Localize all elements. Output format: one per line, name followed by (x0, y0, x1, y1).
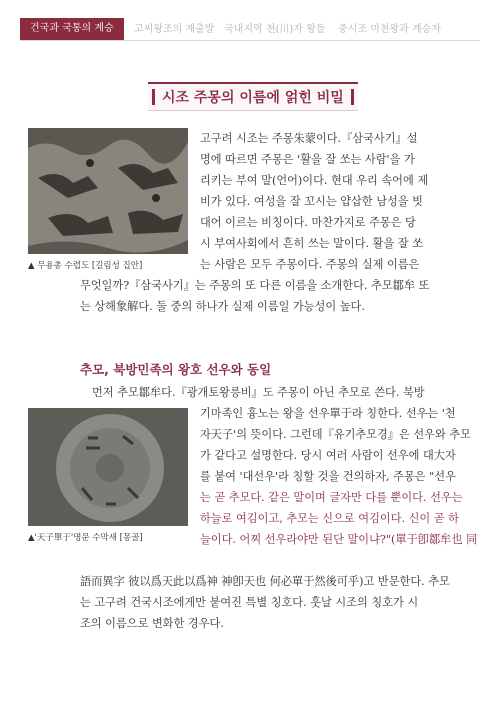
text-line: 기마족인 흉노는 왕을 선우單于라 칭한다. 선우는 '천 (200, 407, 456, 420)
text-line: 시 부여사회에서 흔히 쓰는 말이다. 활을 잘 쏘 (200, 237, 423, 250)
text-line-highlight: 는 곧 추모다. 같은 말이며 글자만 다를 뿐이다. 선우는 (200, 491, 463, 504)
text-line: 가 같다고 설명한다. 당시 여러 사람이 선우에 대大자 (200, 449, 456, 462)
section-title-box (148, 82, 358, 111)
nav-divider (20, 40, 480, 41)
text-line: 자天子'의 뜻이다. 그런데『유기추모경』은 선우와 추모 (200, 428, 471, 441)
text-line: 語而異字 彼以爲天此以爲神 神卽天也 何必單于然後可乎)고 반문한다. 추모 (80, 575, 450, 588)
roof-tile-image (28, 408, 188, 526)
text-line: 리키는 부여 말(언어)이다. 현대 우리 속어에 제 (200, 174, 429, 187)
text-line: 는 사람은 모두 주몽이다. 주몽의 실제 이름은 (200, 258, 420, 271)
text-line: 비가 있다. 여성을 잘 꼬시는 얍삽한 남성을 빗 (200, 195, 423, 208)
title-left-bar (152, 89, 155, 105)
paragraph-2-right (200, 403, 477, 550)
text-line: 먼저 추모鄒牟다.『광개토왕릉비』도 주몽이 아닌 추모로 쓴다. 북방 (92, 386, 425, 399)
figure1-caption: ▲ 무용총 수렵도 [길림성 집안] (28, 261, 143, 271)
tab-cheon-kings[interactable]: 국내지역 천(川)자 왕들 (224, 24, 326, 35)
tab-goh-dynasty[interactable]: 고씨왕조의 재출발 (134, 24, 215, 35)
text-line: 는 상해象解다. 둘 중의 하나가 실제 이름일 가능성이 높다. (80, 300, 365, 313)
section-title: 시조 주몽의 이름에 얽힌 비밀 (162, 90, 344, 106)
text-line: 무엇일까?『삼국사기』는 주몽의 또 다른 이름을 소개한다. 추모鄒牟 또 (80, 279, 430, 292)
paragraph-2-top (92, 382, 425, 403)
tab-founding[interactable]: 건국과 국통의 계승 (20, 18, 124, 40)
text-line: 명에 따르면 주몽은 '활을 잘 쏘는 사람'을 가 (200, 153, 415, 166)
text-line: 조의 이름으로 변화한 경우다. (80, 617, 224, 630)
top-navigation (0, 0, 500, 40)
paragraph-1-right (200, 128, 428, 275)
text-line: 를 붙여 '대선우'라 칭할 것을 건의하자, 주몽은 "선우 (200, 470, 456, 483)
text-line: 대어 이르는 비칭이다. 마찬가지로 주몽은 당 (200, 216, 416, 229)
paragraph-1-full (80, 275, 429, 317)
paragraph-2-full (80, 571, 450, 634)
title-right-bar (351, 89, 354, 105)
text-line: 고구려 시조는 주몽朱蒙이다.『삼국사기』설 (200, 132, 418, 145)
subheading: 추모, 북방민족의 왕호 선우와 동일 (80, 362, 272, 377)
text-line-highlight: 하늘로 여김이고, 추모는 신으로 여김이다. 신이 곧 하 (200, 512, 459, 525)
figure2-caption: ▲'天子單于'명문 수막새 [몽골] (28, 533, 143, 543)
text-line: 는 고구려 건국시조에게만 붙여진 특별 칭호다. 훗날 시조의 칭호가 시 (80, 596, 419, 609)
tab-micheon-king[interactable]: 중시조 미천왕과 계승자 (338, 24, 441, 35)
mural-hunting-image (28, 128, 188, 254)
text-line-highlight: 늘이다. 어찌 선우라야만 된단 말이냐?"(單于卽鄒牟也 同 (200, 533, 478, 546)
